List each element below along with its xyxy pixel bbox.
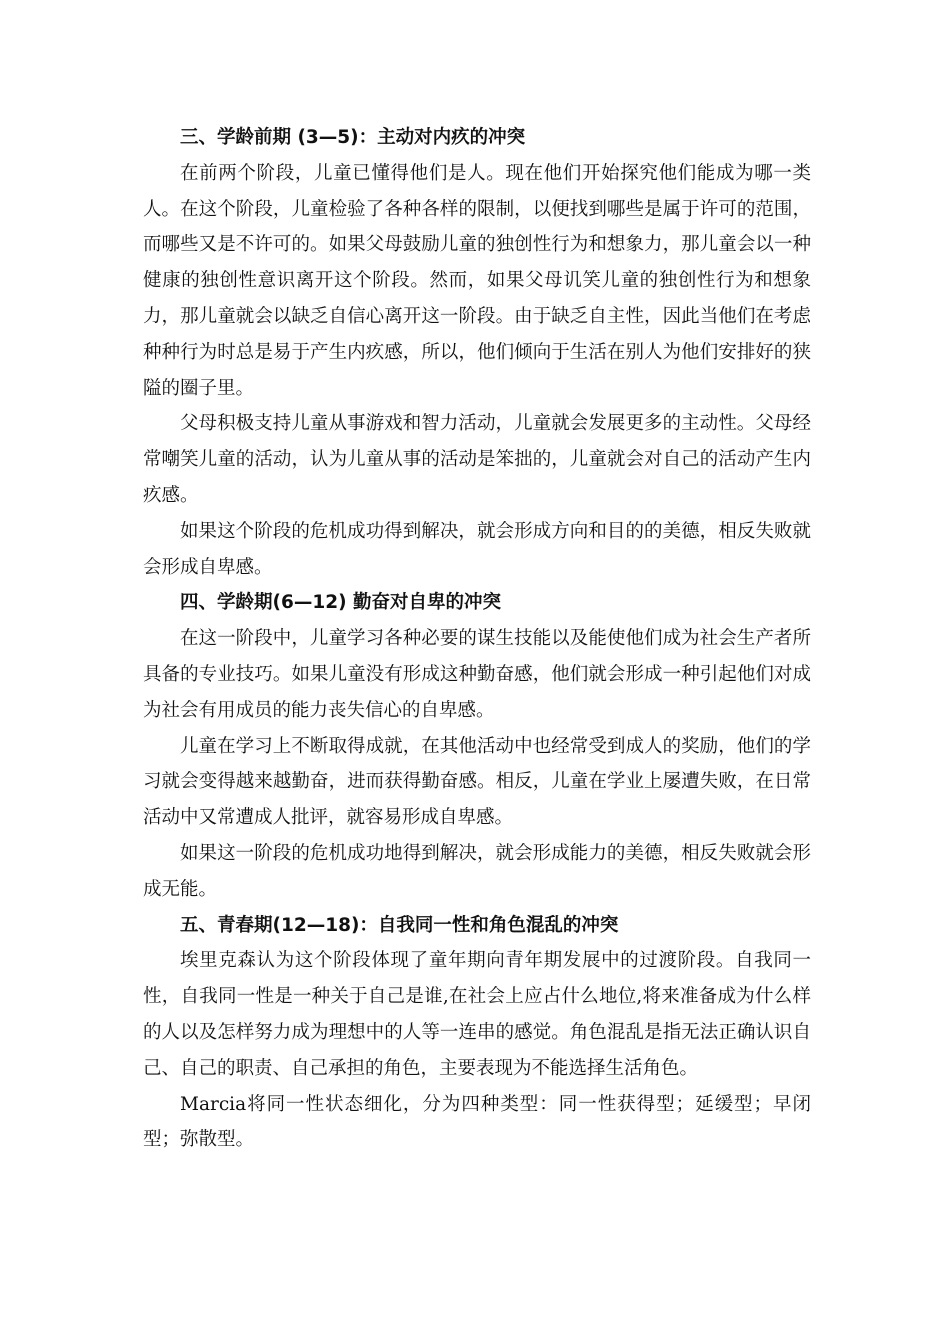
section-school-age	[143, 585, 811, 907]
paragraph: Marcia将同一性状态细化，分为四种类型：同一性获得型；延缓型；早闭型；弥散型。	[143, 1093, 811, 1151]
paragraph: 如果这一阶段的危机成功地得到解决，就会形成能力的美德，相反失败就会形成无能。	[143, 842, 811, 900]
paragraph: 父母积极支持儿童从事游戏和智力活动，儿童就会发展更多的主动性。父母经常嘲笑儿童的活动，认为儿童从事的活动是笨拙的，儿童就会对自己的活动产生内疚感。	[143, 413, 811, 506]
section-heading: 五、青春期(12—18)：自我同一性和角色混乱的冲突	[180, 914, 619, 936]
section-heading: 三、学龄前期 (3—5)：主动对内疚的冲突	[180, 127, 526, 148]
paragraph: 儿童在学习上不断取得成就，在其他活动中也经常受到成人的奖励，他们的学习就会变得越来越勤奋，进而获得勤奋感。相反，儿童在学业上屡遭失败，在日常活动中又常遭成人批评，就容易形成自卑感。	[143, 735, 811, 829]
section-preschool	[143, 120, 811, 585]
paragraph: 如果这个阶段的危机成功得到解决，就会形成方向和目的的美德，相反失败就会形成自卑感。	[143, 520, 811, 578]
paragraph: 在前两个阶段，儿童已懂得他们是人。现在他们开始探究他们能成为哪一类人。在这个阶段，儿童检验了各种各样的限制，以便找到哪些是属于许可的范围，而哪些又是不许可的。如果父母鼓励儿童的独创性行为和想象力，那儿童会以一种健康的独创性意识离开这个阶段。然而，如果父母讥笑儿童的独创性行为和想象力，那儿童就会以缺乏自信心离开这一阶段。由于缺乏自主性，因此当他们在考虑种种行为时总是易于产生内疚感，所以，他们倾向于生活在别人为他们安排好的狭隘的圈子里。	[143, 162, 811, 399]
document-body	[143, 120, 811, 1158]
section-adolescence	[143, 908, 811, 1159]
paragraph: 埃里克森认为这个阶段体现了童年期向青年期发展中的过渡阶段。自我同一性，自我同一性是一种关于自己是谁,在社会上应占什么地位,将来准备成为什么样的人以及怎样努力成为理想中的人等一连串的感觉。角色混乱是指无法正确认识自己、自己的职责、自己承担的角色，主要表现为不能选择生活角色。	[143, 950, 811, 1079]
paragraph: 在这一阶段中，儿童学习各种必要的谋生技能以及能使他们成为社会生产者所具备的专业技巧。如果儿童没有形成这种勤奋感，他们就会形成一种引起他们对成为社会有用成员的能力丧失信心的自卑感。	[143, 628, 811, 721]
section-heading: 四、学龄期(6—12) 勤奋对自卑的冲突	[180, 592, 501, 614]
